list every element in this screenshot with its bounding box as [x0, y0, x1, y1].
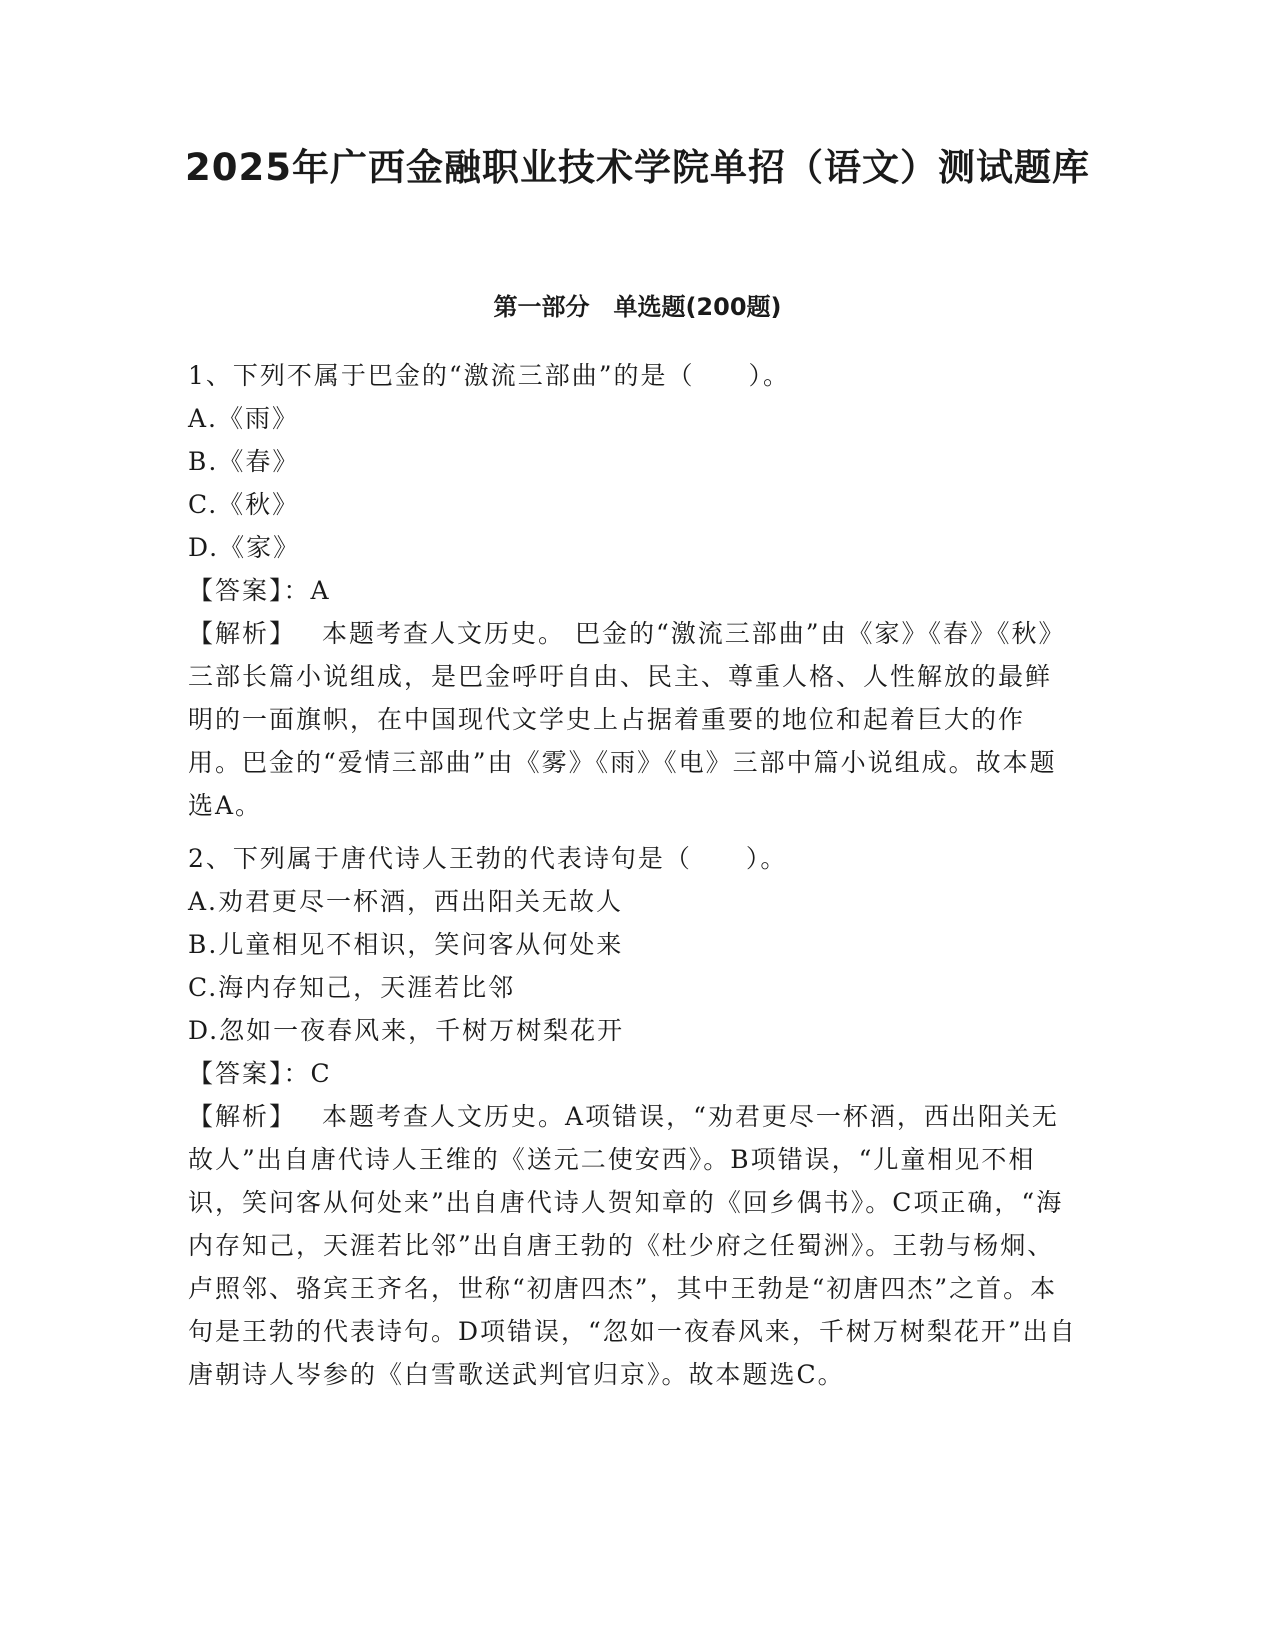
answer-label: 【答案】：	[188, 1059, 311, 1088]
option-c: C.海内存知己，天涯若比邻	[188, 973, 516, 1002]
answer-line	[188, 1052, 1078, 1095]
option-d: D.《家》	[188, 533, 301, 562]
answer-value: A	[310, 576, 331, 605]
explanation-label: 【解析】	[188, 619, 297, 648]
explanation-text: 本题考查人文历史。A项错误，“劝君更尽一杯酒，西出阳关无故人”出自唐代诗人王维的《送元二使安西》。B项错误，“儿童相见不相识，笑问客从何处来”出自唐代诗人贺知章的《回乡偶书》。C项正确，“海内存知己，天涯若比邻”出自唐王勃的《杜少府之任蜀洲》。王勃与杨炯、卢照邻、骆宾王齐名，世称“初唐四杰”，其中王勃是“初唐四杰”之首。本句是王勃的代表诗句。D项错误，“忽如一夜春风来，千树万树梨花开”出自唐朝诗人岑参的《白雪歌送武判官归京》。故本题选C。	[188, 1102, 1077, 1389]
question-item	[188, 354, 1078, 827]
option-a: A.《雨》	[188, 404, 300, 433]
option-d: D.忽如一夜春风来，千树万树梨花开	[188, 1016, 625, 1045]
option-b: B.儿童相见不相识，笑问客从何处来	[188, 930, 624, 959]
question-stem: 1、下列不属于巴金的“激流三部曲”的是（ ）。	[188, 361, 790, 390]
explanation-text: 本题考查人文历史。 巴金的“激流三部曲”由《家》《春》《秋》三部长篇小说组成，是巴金呼吁自由、民主、尊重人格、人性解放的最鲜明的一面旗帜，在中国现代文学史上占据着重要的地位和起着巨大的作用。巴金的“爱情三部曲”由《雾》《雨》《电》三部中篇小说组成。故本题选A。	[188, 619, 1066, 820]
option-a: A.劝君更尽一杯酒，西出阳关无故人	[188, 887, 624, 916]
explanation-label: 【解析】	[188, 1102, 297, 1131]
section-title: 第一部分 单选题(200题)	[493, 293, 782, 321]
explanation	[188, 1095, 1078, 1396]
question-item	[188, 837, 1078, 1396]
question-list	[188, 354, 1078, 1396]
answer-value: C	[310, 1059, 332, 1088]
option-c: C.《秋》	[188, 490, 300, 519]
option-b: B.《春》	[188, 447, 300, 476]
document-title: 2025年广西金融职业技术学院单招（语文）测试题库	[185, 146, 1090, 189]
question-stem: 2、下列属于唐代诗人王勃的代表诗句是（ ）。	[188, 844, 788, 873]
answer-label: 【答案】：	[188, 576, 311, 605]
explanation	[188, 612, 1078, 827]
answer-line	[188, 569, 1078, 612]
